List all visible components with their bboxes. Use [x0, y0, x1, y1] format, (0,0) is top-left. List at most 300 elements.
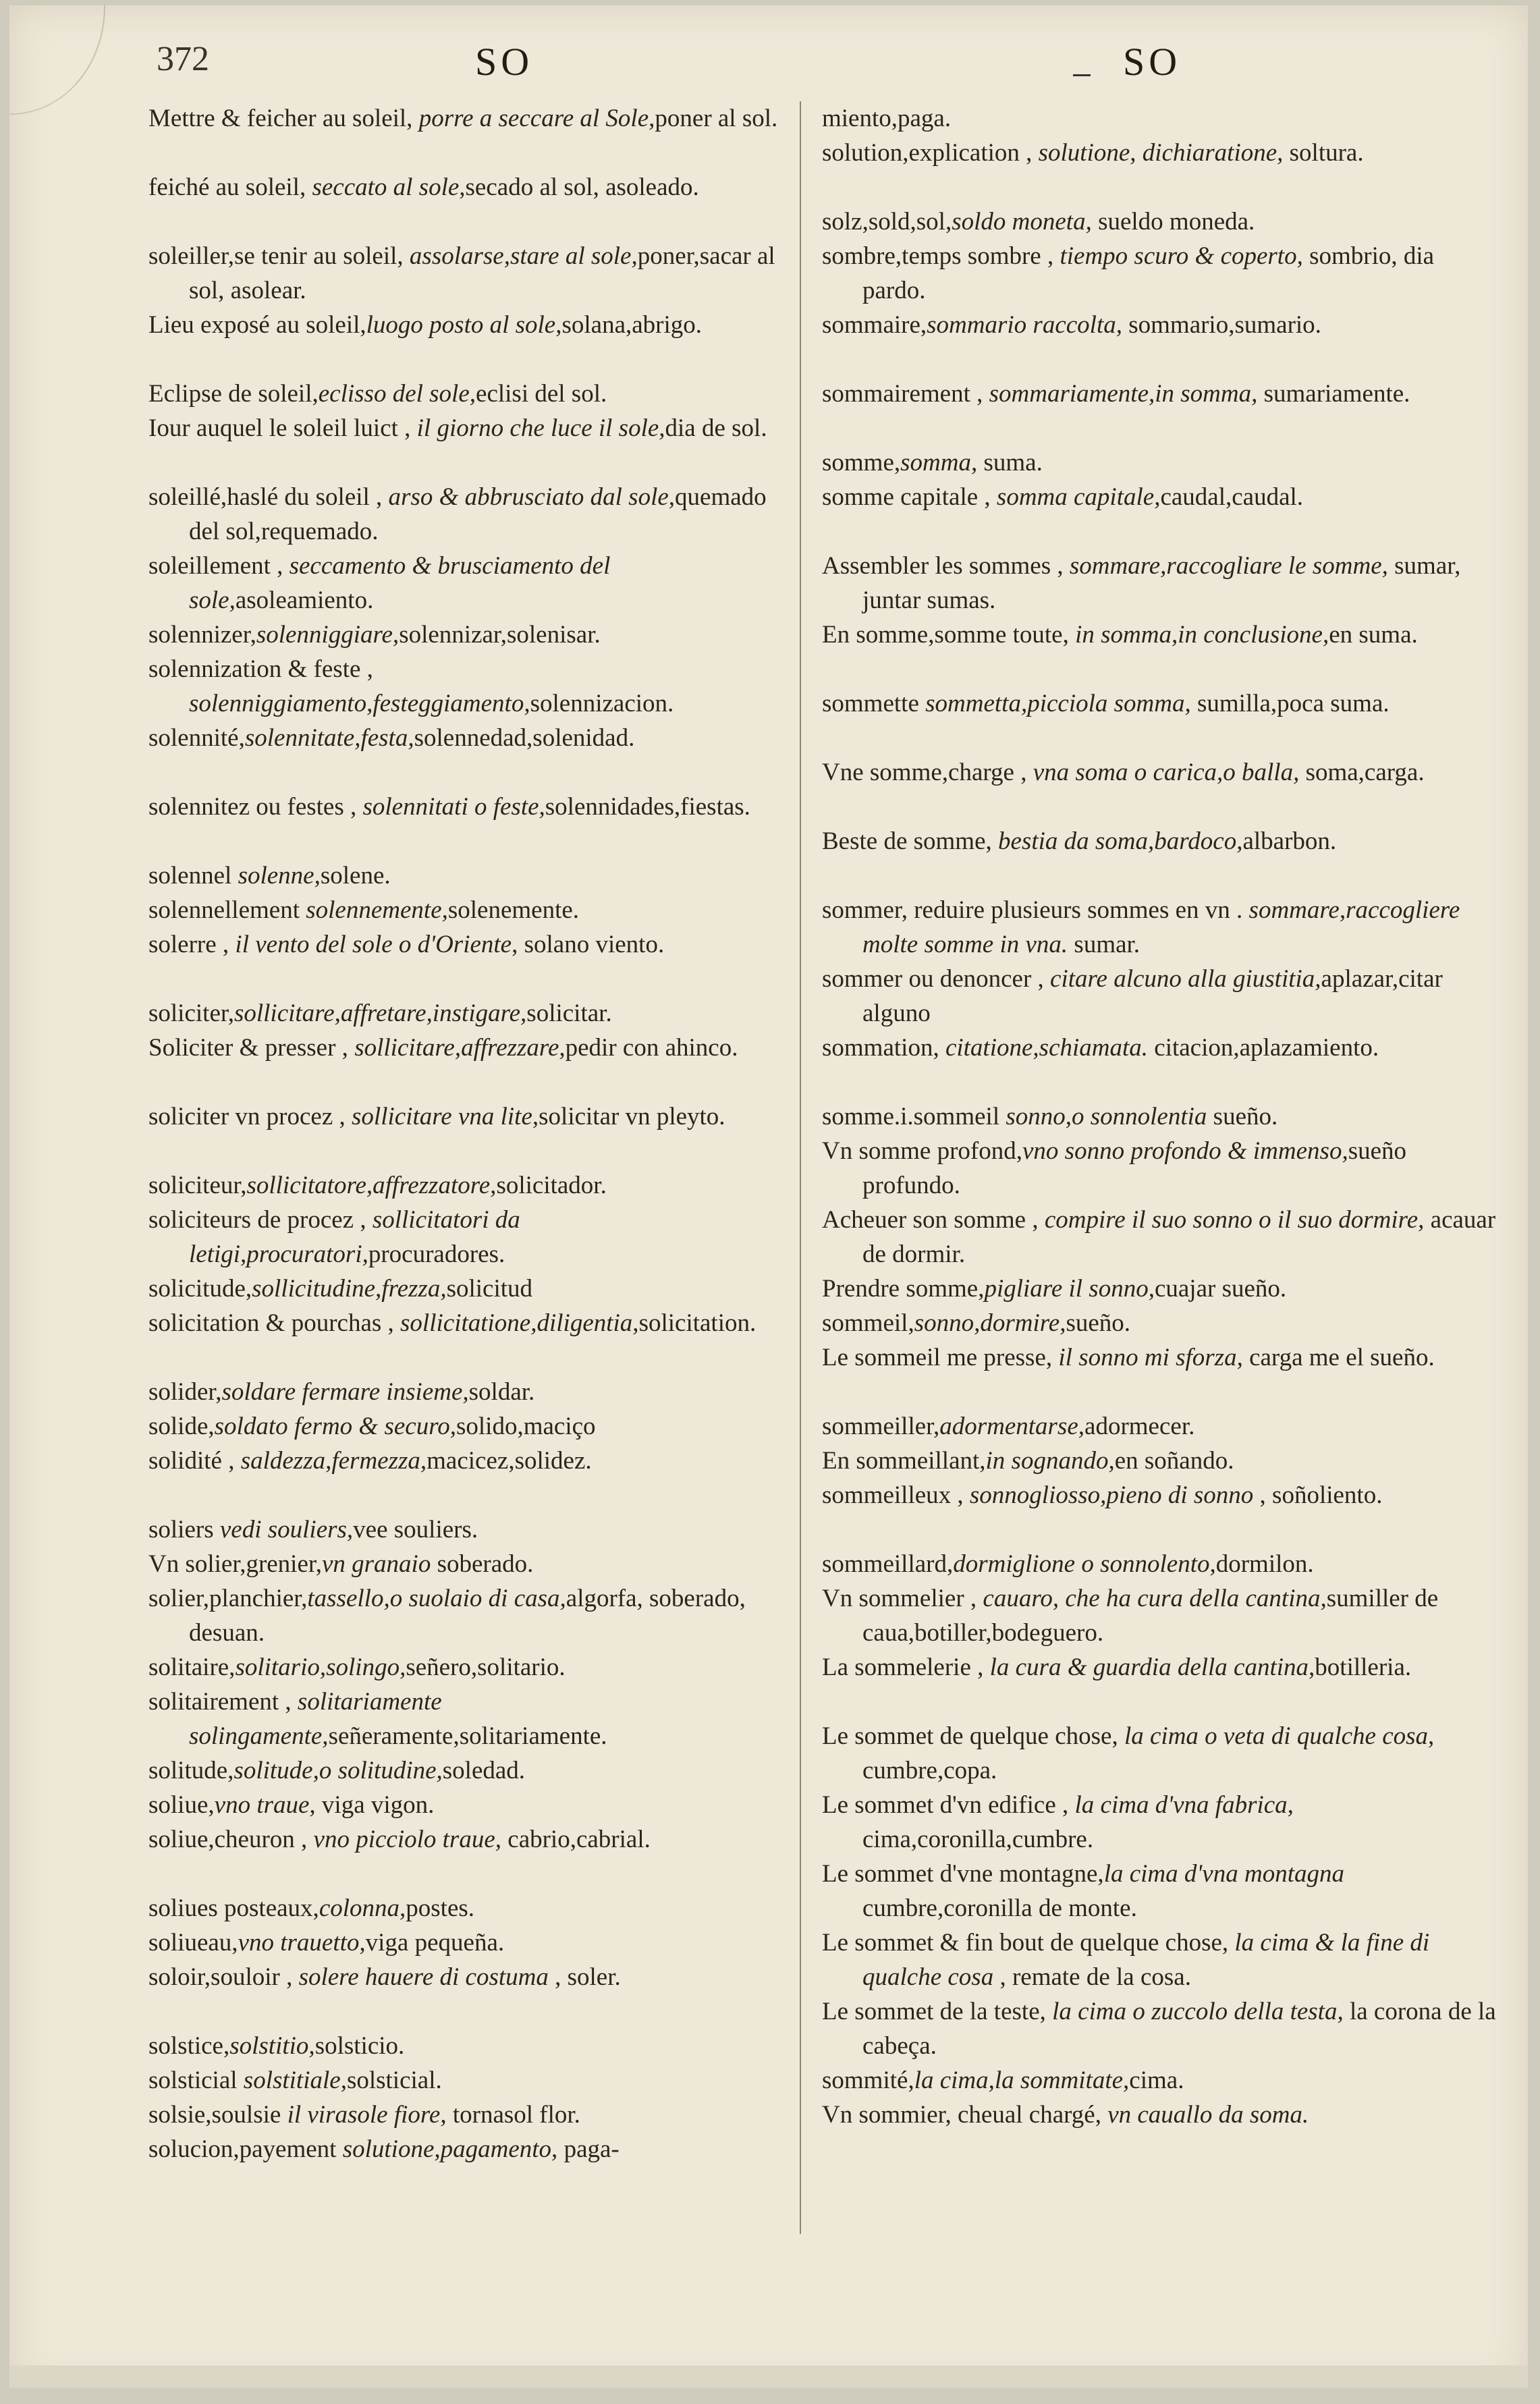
french-headword: sommairement ,	[822, 380, 989, 408]
french-headword: Assembler les sommes ,	[822, 552, 1070, 580]
spanish-gloss: sumariamente.	[1257, 380, 1410, 408]
french-headword: Iour auquel le soleil luict ,	[148, 414, 417, 442]
dictionary-entry	[148, 2063, 793, 2098]
dictionary-entry	[822, 893, 1497, 962]
italian-gloss: sommare,raccogliare le somme,	[1069, 552, 1388, 580]
italian-gloss: somma,	[900, 449, 978, 476]
french-headword: La sommelerie ,	[822, 1654, 990, 1681]
french-headword: solennizer,	[148, 621, 256, 649]
spanish-gloss: algorfa, soberado, desuan.	[189, 1585, 746, 1647]
right-column	[822, 101, 1497, 2166]
spanish-gloss: sombrio, dia pardo.	[862, 242, 1435, 304]
dictionary-entry	[822, 1650, 1497, 1719]
spanish-gloss: sumar.	[1068, 931, 1140, 958]
french-headword: soleillement ,	[148, 552, 290, 580]
italian-gloss: sollicitare,affretare,instigare,	[233, 1000, 527, 1027]
spanish-gloss: botilleria.	[1315, 1654, 1412, 1681]
dictionary-entry	[822, 1134, 1497, 1203]
italian-gloss: sonno,dormire,	[914, 1309, 1066, 1337]
spanish-gloss: cima,coronilla,cumbre.	[862, 1826, 1094, 1853]
french-headword: Lieu exposé au soleil,	[148, 311, 366, 339]
spanish-gloss: dormilon.	[1215, 1550, 1314, 1578]
italian-gloss: vn granaio	[321, 1550, 431, 1578]
spanish-gloss: solsticial.	[346, 2067, 442, 2094]
dictionary-entry	[148, 790, 793, 858]
french-headword: soleiller,se tenir au soleil,	[148, 242, 410, 270]
french-headword: solution,explication ,	[822, 139, 1039, 167]
dictionary-entry	[148, 1203, 793, 1272]
spanish-gloss: solenemente.	[447, 896, 580, 924]
dictionary-entry	[822, 686, 1497, 755]
italian-gloss: seccato al sole,	[312, 173, 466, 201]
french-headword: solidité ,	[148, 1447, 241, 1475]
italian-gloss: il vento del sole o d'Oriente	[235, 931, 512, 958]
spanish-gloss: en soñando.	[1114, 1447, 1234, 1475]
spanish-gloss: citacion,aplazamiento.	[1148, 1034, 1379, 1062]
spanish-gloss: suma.	[977, 449, 1043, 476]
italian-gloss: pigliare il sonno,	[984, 1275, 1155, 1303]
french-headword: En sommeillant,	[822, 1447, 986, 1475]
dictionary-entry	[822, 824, 1497, 893]
spanish-gloss: en suma.	[1329, 621, 1418, 649]
italian-gloss: la cima d'vna fabrica,	[1074, 1791, 1294, 1819]
french-headword: soliciter,	[148, 1000, 234, 1027]
french-headword: soleillé,haslé du soleil ,	[148, 483, 389, 511]
italian-gloss: vno sonno profondo & immenso,	[1022, 1137, 1348, 1165]
dictionary-entry	[822, 1719, 1497, 1788]
french-headword: solicitude,	[148, 1275, 252, 1303]
spanish-gloss: paga-	[557, 2135, 620, 2163]
italian-gloss: vna soma o carica,o balla,	[1033, 759, 1300, 786]
dictionary-entry	[148, 1753, 793, 1788]
spanish-gloss: asoleamiento.	[235, 586, 374, 614]
dictionary-entry	[822, 1409, 1497, 1444]
dictionary-entry	[822, 308, 1497, 377]
french-headword: sommeil,	[822, 1309, 914, 1337]
dictionary-entry	[822, 1306, 1497, 1340]
dictionary-entry	[148, 721, 793, 790]
french-headword: solennitez ou festes ,	[148, 793, 363, 821]
spanish-gloss: viga vigon.	[315, 1791, 435, 1819]
spanish-gloss: soltura.	[1283, 139, 1364, 167]
dictionary-entry	[822, 1857, 1497, 1925]
dictionary-entry	[148, 1272, 793, 1306]
spanish-gloss: solicitador.	[496, 1172, 607, 1199]
spanish-gloss: , soñoliento.	[1253, 1481, 1383, 1509]
dictionary-entry	[148, 1960, 793, 2029]
spanish-gloss: carga me el sueño.	[1242, 1344, 1435, 1371]
header-dash	[1073, 74, 1091, 76]
italian-gloss: il sonno mi sforza,	[1058, 1344, 1243, 1371]
italian-gloss: soldato fermo & securo,	[214, 1413, 456, 1440]
spanish-gloss: procuradores.	[368, 1240, 505, 1268]
french-headword: solsie,soulsie	[148, 2101, 287, 2129]
french-headword: soliciteur,	[148, 1172, 247, 1199]
dictionary-entry	[148, 1891, 793, 1925]
italian-gloss: solutione, dichiaratione,	[1038, 139, 1284, 167]
french-headword: somme.i.sommeil	[822, 1103, 1006, 1130]
spanish-gloss: , soler.	[548, 1963, 621, 1991]
italian-gloss: sollicitare vna lite,	[352, 1103, 539, 1130]
french-headword: solide,	[148, 1413, 215, 1440]
french-headword: Le sommet de la teste,	[822, 1998, 1053, 2025]
italian-gloss: citatione,schiamata.	[945, 1034, 1149, 1062]
dictionary-entry	[822, 618, 1497, 686]
french-headword: Le sommeil me presse,	[822, 1344, 1059, 1371]
italian-gloss: colonna,	[319, 1894, 406, 1922]
page-number: 372	[157, 40, 209, 78]
french-headword: sommer, reduire plusieurs sommes en vn .	[822, 896, 1249, 924]
french-headword: Vn sommier, cheual chargé,	[822, 2101, 1108, 2129]
french-headword: Vne somme,charge ,	[822, 759, 1033, 786]
french-headword: solsticial	[148, 2067, 244, 2094]
italian-gloss: la cima & la fine di qualche cosa	[862, 1929, 1430, 1991]
italian-gloss: soldo moneta,	[952, 208, 1092, 236]
italian-gloss: dormiglione o sonnolento,	[953, 1550, 1216, 1578]
spanish-gloss: señero,solitario.	[406, 1654, 566, 1681]
dictionary-entry	[822, 1925, 1497, 1994]
italian-gloss: citare alcuno alla giustitia,	[1050, 965, 1321, 993]
dictionary-entry	[148, 308, 793, 377]
french-headword: sommité,	[822, 2067, 914, 2094]
french-headword: En somme,somme toute,	[822, 621, 1076, 649]
italian-gloss: solstitio,	[229, 2032, 315, 2060]
italian-gloss: sommario raccolta,	[927, 311, 1122, 339]
french-headword: sommeiller,	[822, 1413, 940, 1440]
dictionary-entry	[148, 480, 793, 549]
spanish-gloss: sommario,sumario.	[1122, 311, 1321, 339]
french-headword: Vn sommelier ,	[822, 1585, 983, 1612]
spanish-gloss: sueño.	[1207, 1103, 1278, 1130]
italian-gloss: il virasole fiore,	[287, 2101, 447, 2129]
spanish-gloss: cumbre,coronilla de monte.	[862, 1894, 1137, 1922]
dictionary-entry	[148, 618, 793, 652]
dictionary-entry	[148, 1925, 793, 1960]
italian-gloss: solenniggiamento,festeggiamento,	[189, 690, 530, 717]
dictionary-entry	[822, 2098, 1497, 2166]
dictionary-entry	[148, 2029, 793, 2063]
italian-gloss: in sognando,	[985, 1447, 1115, 1475]
italian-gloss: vno traue,	[214, 1791, 316, 1819]
italian-gloss: vno picciolo traue,	[313, 1826, 502, 1853]
french-headword: sommaire,	[822, 311, 927, 339]
french-headword: sombre,temps sombre ,	[822, 242, 1060, 270]
spanish-gloss: solennizar,solenisar.	[399, 621, 601, 649]
spanish-gloss: vee souliers.	[353, 1516, 478, 1544]
spanish-gloss: soldar.	[468, 1378, 535, 1406]
dictionary-entry	[822, 1581, 1497, 1650]
spanish-gloss: sumilla,poca suma.	[1190, 690, 1390, 717]
dictionary-entry	[148, 1788, 793, 1822]
italian-gloss: solitario,solingo,	[235, 1654, 406, 1681]
dictionary-entry	[148, 1099, 793, 1168]
italian-gloss: compire il suo sonno o il suo dormire,	[1044, 1206, 1425, 1234]
italian-gloss: tassello,o suolaio di casa,	[307, 1585, 566, 1612]
french-headword: solennization & feste ,	[148, 655, 373, 683]
italian-gloss: sollicitatione,diligentia,	[400, 1309, 639, 1337]
spanish-gloss: cuajar sueño.	[1154, 1275, 1287, 1303]
french-headword: Le sommet de quelque chose,	[822, 1722, 1124, 1750]
dictionary-entry	[148, 1650, 793, 1685]
italian-gloss: la cima o veta di qualche cosa,	[1124, 1722, 1435, 1750]
italian-gloss: solennemente,	[306, 896, 448, 924]
column-divider	[800, 101, 801, 2234]
italian-gloss: vno trauetto,	[238, 1929, 366, 1957]
spanish-gloss: solennidades,fiestas.	[545, 793, 750, 821]
dictionary-entry	[148, 377, 793, 411]
italian-gloss: saldezza,fermezza,	[240, 1447, 427, 1475]
dictionary-entry	[148, 1512, 793, 1547]
running-head-left: SO	[475, 40, 534, 84]
spanish-gloss: solsticio.	[314, 2032, 405, 2060]
french-headword: Le sommet d'vne montagne,	[822, 1860, 1104, 1888]
spanish-gloss: la corona de la cabeça.	[862, 1998, 1496, 2060]
spanish-gloss: señeramente,solitariamente.	[328, 1722, 607, 1750]
italian-gloss: sollicitatore,affrezzatore,	[246, 1172, 497, 1199]
dictionary-entry	[822, 204, 1497, 239]
italian-gloss: sommariamente,in somma,	[989, 380, 1258, 408]
spanish-gloss: poner al sol.	[655, 105, 778, 132]
spanish-gloss: dia de sol.	[665, 414, 767, 442]
spanish-gloss: adormecer.	[1084, 1413, 1195, 1440]
spanish-gloss: aplazar,citar alguno	[862, 965, 1443, 1027]
french-headword: Vn somme profond,	[822, 1137, 1022, 1165]
dictionary-entry	[148, 893, 793, 927]
spanish-gloss: caudal,caudal.	[1160, 483, 1304, 511]
italian-gloss: assolarse,stare al sole,	[409, 242, 638, 270]
dictionary-entry	[822, 480, 1497, 549]
dictionary-entry	[822, 1272, 1497, 1306]
french-headword: Acheuer son somme ,	[822, 1206, 1045, 1234]
dictionary-entry	[148, 1168, 793, 1203]
spanish-gloss: eclisi del sol.	[476, 380, 607, 408]
french-headword: somme capitale ,	[822, 483, 997, 511]
dictionary-entry	[822, 755, 1497, 824]
italian-gloss: vn cauallo da soma.	[1107, 2101, 1309, 2129]
dictionary-entry	[822, 962, 1497, 1031]
spanish-gloss: sumiller de caua,botiller,bodeguero.	[862, 1585, 1439, 1647]
italian-gloss: sommare,raccogliere molte somme in vna.	[862, 896, 1460, 958]
french-headword: solicitation & pourchas ,	[148, 1309, 401, 1337]
french-headword: solitaire,	[148, 1654, 236, 1681]
french-headword: solider,	[148, 1378, 222, 1406]
dictionary-entry	[822, 1340, 1497, 1409]
french-headword: soloir,souloir ,	[148, 1963, 299, 1991]
french-headword: solier,planchier,	[148, 1585, 308, 1612]
dictionary-entry	[822, 239, 1497, 308]
dictionary-entry	[822, 1788, 1497, 1857]
spanish-gloss: solido,maciço	[456, 1413, 596, 1440]
spanish-gloss: soma,carga.	[1299, 759, 1425, 786]
french-headword: Prendre somme,	[822, 1275, 985, 1303]
italian-gloss: bestia da soma,bardoco,	[998, 827, 1243, 855]
italian-gloss: solennitati o feste,	[362, 793, 545, 821]
spanish-gloss: solennizacion.	[530, 690, 674, 717]
italian-gloss: solennitate,festa,	[244, 724, 414, 752]
french-headword: soliers	[148, 1516, 220, 1544]
italian-gloss: porre a seccare al Sole,	[418, 105, 655, 132]
italian-gloss: soldare fermare insieme,	[221, 1378, 469, 1406]
spanish-gloss: solana,abrigo.	[561, 311, 703, 339]
dictionary-entry	[822, 1478, 1497, 1547]
french-headword: Mettre & feicher au soleil,	[148, 105, 419, 132]
french-headword: solstice,	[148, 2032, 230, 2060]
spanish-gloss: soberado.	[431, 1550, 534, 1578]
french-headword: soliciter vn procez ,	[148, 1103, 352, 1130]
dictionary-entry	[822, 136, 1497, 204]
spanish-gloss: macicez,solidez.	[427, 1447, 592, 1475]
italian-gloss: la cima,la sommitate,	[914, 2067, 1130, 2094]
dictionary-entry	[148, 2132, 793, 2166]
italian-gloss: solstitiale,	[243, 2067, 347, 2094]
french-headword: Beste de somme,	[822, 827, 999, 855]
dictionary-entry	[822, 1099, 1497, 1134]
italian-gloss: la cima o zuccolo della testa,	[1052, 1998, 1344, 2025]
dictionary-entry	[148, 1547, 793, 1581]
spanish-gloss: albarbon.	[1242, 827, 1337, 855]
italian-gloss: seccamento & brusciamento del sole,	[189, 552, 611, 614]
dictionary-entry	[148, 239, 793, 308]
italian-gloss: sonnogliosso,pieno di sonno	[969, 1481, 1254, 1509]
italian-gloss: luogo posto al sole,	[366, 311, 562, 339]
french-headword: Vn solier,grenier,	[148, 1550, 322, 1578]
italian-gloss: somma capitale,	[996, 483, 1161, 511]
french-headword: sommer ou denoncer ,	[822, 965, 1051, 993]
french-headword: sommette	[822, 690, 926, 717]
italian-gloss: solutione,pagamento,	[342, 2135, 558, 2163]
spanish-gloss: viga pequeña.	[365, 1929, 505, 1957]
spanish-gloss: , solano viento.	[512, 931, 665, 958]
italian-gloss: in somma,in conclusione,	[1075, 621, 1329, 649]
spanish-gloss: tornasol flor.	[446, 2101, 580, 2129]
italian-gloss: sollicitare,affrezzare,	[354, 1034, 566, 1062]
spanish-gloss: , remate de la cosa.	[993, 1963, 1191, 1991]
french-headword: Le sommet & fin bout de quelque chose,	[822, 1929, 1235, 1957]
french-headword: solennité,	[148, 724, 245, 752]
french-headword: solennellement	[148, 896, 306, 924]
italian-gloss: solere hauere di costuma	[298, 1963, 549, 1991]
dictionary-entry	[148, 858, 793, 893]
italian-gloss: la cima d'vna montagna	[1103, 1860, 1344, 1888]
italian-gloss: vedi souliers,	[219, 1516, 354, 1544]
italian-gloss: solenniggiare,	[256, 621, 400, 649]
italian-gloss: arso & abbrusciato dal sole,	[388, 483, 676, 511]
dictionary-entry	[148, 1031, 793, 1099]
spanish-gloss: poner,sacar al sol, asolear.	[189, 242, 775, 304]
italian-gloss: adormentarse,	[939, 1413, 1085, 1440]
spanish-gloss: solennedad,solenidad.	[414, 724, 635, 752]
french-headword: Le sommet d'vn edifice ,	[822, 1791, 1075, 1819]
french-headword: sommation,	[822, 1034, 945, 1062]
dictionary-entry	[148, 549, 793, 618]
french-headword: feiché au soleil,	[148, 173, 312, 201]
spanish-gloss: sumar, juntar sumas.	[862, 552, 1461, 614]
italian-gloss: solenne,	[238, 862, 321, 890]
spanish-gloss: solicitar.	[526, 1000, 612, 1027]
dictionary-entry	[148, 652, 793, 721]
italian-gloss: la cura & guardia della cantina,	[989, 1654, 1315, 1681]
spanish-gloss: acauar de dormir.	[862, 1206, 1496, 1268]
french-headword: somme,	[822, 449, 901, 476]
french-headword: sommeilleux ,	[822, 1481, 970, 1509]
spanish-gloss: solicitation.	[638, 1309, 757, 1337]
spanish-gloss: sueño.	[1066, 1309, 1131, 1337]
french-headword: solitairement ,	[148, 1688, 298, 1716]
italian-gloss: tiempo scuro & coperto,	[1060, 242, 1303, 270]
dictionary-entry	[148, 1685, 793, 1753]
dictionary-entry	[822, 1031, 1497, 1099]
french-headword: sommeillard,	[822, 1550, 954, 1578]
spanish-gloss: solene.	[320, 862, 391, 890]
french-headword: Eclipse de soleil,	[148, 380, 319, 408]
french-headword: solucion,payement	[148, 2135, 343, 2163]
dictionary-entry	[822, 377, 1497, 445]
dictionary-entry	[822, 1547, 1497, 1581]
dictionary-entry	[148, 996, 793, 1031]
italian-gloss: solitude,o solitudine,	[233, 1757, 443, 1784]
spanish-gloss: solicitar vn pleyto.	[539, 1103, 725, 1130]
spanish-gloss: cumbre,copa.	[862, 1757, 997, 1784]
spanish-gloss: secado al sol, asoleado.	[465, 173, 699, 201]
left-column	[148, 101, 793, 2166]
spanish-gloss: sueldo moneda.	[1091, 208, 1255, 236]
french-headword: solitude,	[148, 1757, 234, 1784]
running-head-right: SO	[1123, 40, 1182, 84]
spanish-gloss: pedir con ahinco.	[565, 1034, 738, 1062]
french-headword: solerre ,	[148, 931, 236, 958]
italian-gloss: cauaro, che ha cura della cantina,	[983, 1585, 1327, 1612]
dictionary-entry	[822, 445, 1497, 480]
italian-gloss: sollicitatori da letigi,procuratori,	[189, 1206, 520, 1268]
french-headword: soliues posteaux,	[148, 1894, 319, 1922]
italian-gloss: sonno,o sonnolentia	[1006, 1103, 1207, 1130]
dictionary-entry	[148, 1581, 793, 1650]
spanish-gloss: cabrio,cabrial.	[501, 1826, 651, 1853]
french-headword: miento,paga.	[822, 105, 952, 132]
spanish-gloss: sueño profundo.	[862, 1137, 1407, 1199]
spanish-gloss: cima.	[1129, 2067, 1184, 2094]
spanish-gloss: postes.	[406, 1894, 475, 1922]
french-headword: soliue,cheuron ,	[148, 1826, 314, 1853]
italian-gloss: solitariamente solingamente,	[189, 1688, 442, 1750]
italian-gloss: sollicitudine,frezza,	[252, 1275, 447, 1303]
italian-gloss: sommetta,picciola somma,	[925, 690, 1191, 717]
dictionary-entry	[148, 411, 793, 480]
dictionary-entry	[148, 101, 793, 170]
dictionary-entry	[148, 1306, 793, 1375]
dictionary-entry	[822, 549, 1497, 618]
french-headword: soliueau,	[148, 1929, 238, 1957]
dictionary-entry	[822, 101, 1497, 136]
dictionary-entry	[148, 927, 793, 996]
dictionary-entry	[822, 2063, 1497, 2098]
dictionary-entry	[148, 1822, 793, 1891]
dictionary-entry	[822, 1203, 1497, 1272]
french-headword: soliue,	[148, 1791, 215, 1819]
dictionary-entry	[148, 170, 793, 239]
spanish-gloss: soledad.	[442, 1757, 526, 1784]
italian-gloss: eclisso del sole,	[318, 380, 476, 408]
french-headword: solz,sold,sol,	[822, 208, 952, 236]
spanish-gloss: quemado del sol,requemado.	[189, 483, 767, 545]
dictionary-entry	[822, 1994, 1497, 2063]
french-headword: soliciteurs de procez ,	[148, 1206, 373, 1234]
page-bottom-edge	[9, 2366, 1528, 2388]
dictionary-entry	[822, 1444, 1497, 1478]
dictionary-entry	[148, 1375, 793, 1409]
french-headword: Soliciter & presser ,	[148, 1034, 355, 1062]
spanish-gloss: solicitud	[446, 1275, 533, 1303]
